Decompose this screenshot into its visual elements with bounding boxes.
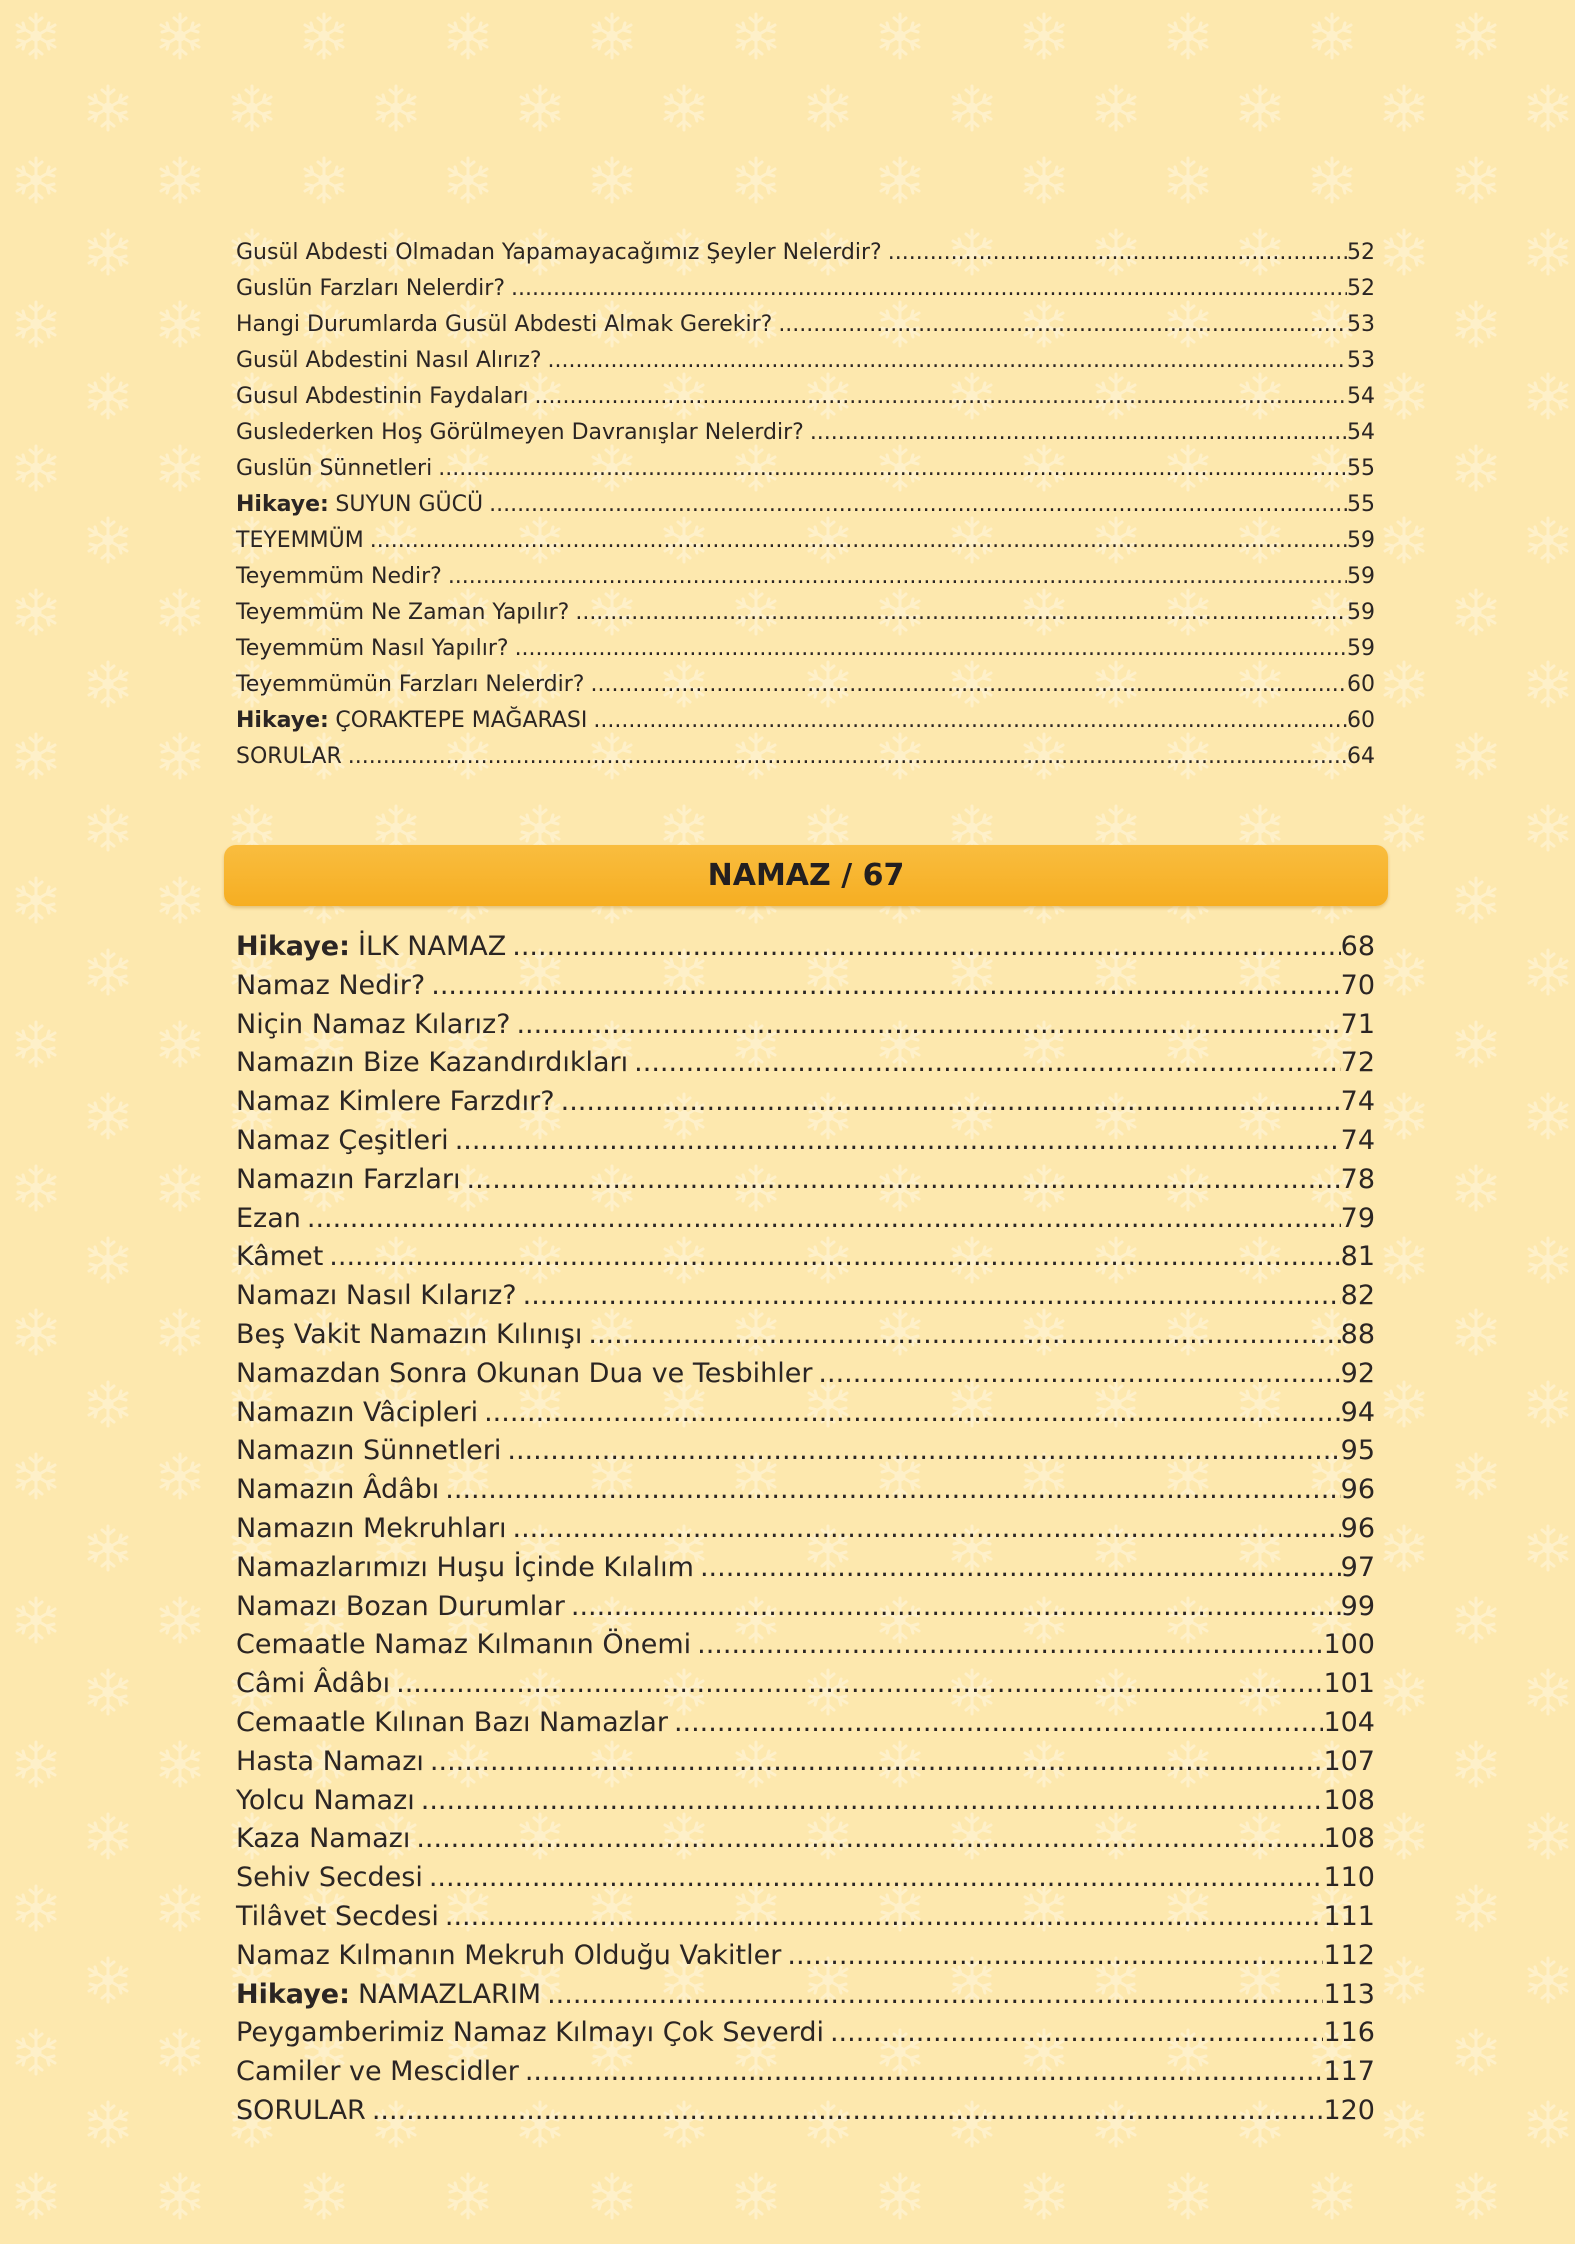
- dot-leader: [442, 559, 1347, 595]
- dot-leader: [364, 523, 1347, 559]
- entry-page-number: 70: [1340, 969, 1375, 1001]
- toc-entry: [236, 1044, 1375, 1083]
- entry-title: Guslün Farzları Nelerdir?: [236, 276, 505, 301]
- entry-page-number: 110: [1323, 1862, 1375, 1894]
- dot-leader: [415, 1782, 1324, 1821]
- entry-title: Namazı Bozan Durumlar: [236, 1590, 565, 1622]
- section-banner-namaz: [224, 845, 1388, 906]
- entry-title: Sehiv Secdesi: [236, 1862, 423, 1894]
- dot-leader: [584, 667, 1347, 703]
- toc-entry: [236, 667, 1375, 703]
- toc-entry: [236, 2092, 1375, 2131]
- entry-page-number: 120: [1323, 2094, 1375, 2126]
- entry-title: Yolcu Namazı: [236, 1784, 415, 1816]
- dot-leader: [529, 379, 1347, 415]
- entry-page-number: 111: [1323, 1900, 1375, 1932]
- dot-leader: [501, 1432, 1340, 1471]
- entry-page-number: 81: [1340, 1241, 1375, 1273]
- entry-title: Teyemmüm Nedir?: [236, 564, 442, 589]
- toc-entry: [236, 1083, 1375, 1122]
- dot-leader: [565, 1588, 1341, 1627]
- entry-page-number: 79: [1340, 1202, 1375, 1234]
- entry-title: Hasta Namazı: [236, 1745, 424, 1777]
- dot-leader: [519, 2053, 1324, 2092]
- entry-page-number: 88: [1340, 1318, 1375, 1350]
- entry-title: Cemaatle Kılınan Bazı Namazlar: [236, 1706, 668, 1738]
- entry-label: Hikaye:: [236, 708, 329, 733]
- entry-title: Namaz Çeşitleri: [236, 1124, 449, 1156]
- dot-leader: [323, 1238, 1340, 1277]
- toc-entry: [236, 1238, 1375, 1277]
- entry-page-number: 64: [1347, 744, 1375, 769]
- entry-page-number: 53: [1347, 348, 1375, 373]
- dot-leader: [505, 271, 1347, 307]
- toc-entry: [236, 559, 1375, 595]
- entry-page-number: 71: [1340, 1008, 1375, 1040]
- dot-leader: [582, 1316, 1340, 1355]
- entry-page-number: 101: [1323, 1668, 1375, 1700]
- entry-page-number: 72: [1340, 1047, 1375, 1079]
- entry-title: Ezan: [236, 1202, 301, 1234]
- entry-title: Namazın Farzları: [236, 1163, 461, 1195]
- dot-leader: [425, 967, 1340, 1006]
- dot-leader: [506, 1510, 1340, 1549]
- entry-title: Teyemmüm Ne Zaman Yapılır?: [236, 600, 570, 625]
- toc-entry: [236, 451, 1375, 487]
- entry-title: Gusül Abdesti Olmadan Yapamayacağımız Şeyler Nelerdir?: [236, 240, 882, 265]
- entry-title: Namaz Kimlere Farzdır?: [236, 1086, 555, 1118]
- toc-entry: [236, 1394, 1375, 1433]
- entry-title: Guslederken Hoş Görülmeyen Davranışlar Nelerdir?: [236, 420, 804, 445]
- entry-page-number: 96: [1340, 1474, 1375, 1506]
- entry-page-number: 117: [1323, 2056, 1375, 2088]
- dot-leader: [432, 451, 1347, 487]
- dot-leader: [366, 2092, 1324, 2131]
- entry-page-number: 100: [1323, 1629, 1375, 1661]
- toc-entry: [236, 2014, 1375, 2053]
- entry-page-number: 82: [1340, 1280, 1375, 1312]
- entry-title: Cemaatle Namaz Kılmanın Önemi: [236, 1629, 692, 1661]
- entry-title: TEYEMMÜM: [236, 528, 364, 553]
- entry-title: NAMAZLARIM: [358, 1978, 542, 2010]
- entry-title: Kâmet: [236, 1241, 324, 1273]
- entry-page-number: 74: [1340, 1086, 1375, 1118]
- dot-leader: [483, 487, 1347, 523]
- entry-page-number: 95: [1340, 1435, 1375, 1467]
- toc-entry: [236, 487, 1375, 523]
- toc-entry: [236, 703, 1375, 739]
- toc-entry: [236, 1937, 1375, 1976]
- dot-leader: [390, 1665, 1323, 1704]
- entry-page-number: 59: [1347, 528, 1375, 553]
- dot-leader: [824, 2014, 1323, 2053]
- dot-leader: [812, 1355, 1340, 1394]
- entry-page-number: 96: [1340, 1512, 1375, 1544]
- entry-title: Namazın Bize Kazandırdıkları: [236, 1047, 629, 1079]
- entry-title: Namazı Nasıl Kılarız?: [236, 1280, 517, 1312]
- toc-entry: [236, 1471, 1375, 1510]
- toc-list-gusul-teyemmum: [236, 235, 1375, 775]
- dot-leader: [439, 1898, 1324, 1937]
- entry-page-number: 59: [1347, 600, 1375, 625]
- toc-entry: [236, 928, 1375, 967]
- entry-title: Camiler ve Mescidler: [236, 2056, 519, 2088]
- entry-title: Namaz Nedir?: [236, 969, 426, 1001]
- entry-page-number: 107: [1323, 1745, 1375, 1777]
- toc-entry: [236, 523, 1375, 559]
- entry-title: Beş Vakit Namazın Kılınışı: [236, 1318, 583, 1350]
- entry-title: Tilâvet Secdesi: [236, 1900, 439, 1932]
- toc-entry: [236, 1200, 1375, 1239]
- entry-page-number: 52: [1347, 240, 1375, 265]
- entry-title: Namazın Vâcipleri: [236, 1396, 479, 1428]
- dot-leader: [542, 343, 1347, 379]
- entry-title: Namazlarımızı Huşu İçinde Kılalım: [236, 1551, 694, 1583]
- entry-page-number: 92: [1340, 1357, 1375, 1389]
- toc-entry: [236, 595, 1375, 631]
- entry-title: SORULAR: [236, 2094, 366, 2126]
- toc-entry: [236, 2053, 1375, 2092]
- entry-title: Peygamberimiz Namaz Kılmayı Çok Severdi: [236, 2017, 824, 2049]
- section-banner-title: NAMAZ / 67: [707, 858, 905, 893]
- entry-page-number: 60: [1347, 672, 1375, 697]
- entry-title: Namazın Âdâbı: [236, 1474, 440, 1506]
- toc-entry: [236, 1665, 1375, 1704]
- toc-entry: [236, 1859, 1375, 1898]
- toc-entry: [236, 1820, 1375, 1859]
- toc-entry: [236, 1355, 1375, 1394]
- entry-page-number: 112: [1323, 1939, 1375, 1971]
- dot-leader: [510, 1006, 1340, 1045]
- entry-title: Namazdan Sonra Okunan Dua ve Tesbihler: [236, 1357, 813, 1389]
- toc-entry: [236, 379, 1375, 415]
- dot-leader: [301, 1200, 1341, 1239]
- entry-title: İLK NAMAZ: [358, 931, 507, 962]
- entry-title: Teyemmüm Nasıl Yapılır?: [236, 636, 509, 661]
- dot-leader: [506, 928, 1340, 967]
- dot-leader: [342, 739, 1347, 775]
- toc-entry: [236, 1976, 1375, 2015]
- toc-entry: [236, 1510, 1375, 1549]
- entry-label: Hikaye:: [236, 1978, 350, 2010]
- toc-entry: [236, 343, 1375, 379]
- dot-leader: [781, 1937, 1323, 1976]
- entry-page-number: 108: [1323, 1823, 1375, 1855]
- entry-page-number: 54: [1347, 384, 1375, 409]
- entry-page-number: 68: [1340, 931, 1375, 962]
- dot-leader: [804, 415, 1347, 451]
- toc-entry: [236, 1006, 1375, 1045]
- entry-page-number: 104: [1323, 1706, 1375, 1738]
- dot-leader: [449, 1122, 1341, 1161]
- dot-leader: [424, 1743, 1324, 1782]
- entry-page-number: 78: [1340, 1163, 1375, 1195]
- entry-title: Teyemmümün Farzları Nelerdir?: [236, 672, 585, 697]
- entry-page-number: 53: [1347, 312, 1375, 337]
- toc-entry: [236, 1277, 1375, 1316]
- entry-page-number: 113: [1323, 1978, 1375, 2010]
- toc-entry: [236, 415, 1375, 451]
- toc-entry: [236, 1782, 1375, 1821]
- dot-leader: [410, 1820, 1323, 1859]
- entry-page-number: 74: [1340, 1124, 1375, 1156]
- entry-title: SUYUN GÜCÜ: [335, 492, 484, 517]
- toc-entry: [236, 739, 1375, 775]
- dot-leader: [423, 1859, 1324, 1898]
- toc-entry: [236, 1122, 1375, 1161]
- entry-title: SORULAR: [236, 744, 342, 769]
- toc-entry: [236, 1161, 1375, 1200]
- dot-leader: [628, 1044, 1340, 1083]
- toc-entry: [236, 1316, 1375, 1355]
- toc-entry: [236, 271, 1375, 307]
- entry-title: Namazın Sünnetleri: [236, 1435, 502, 1467]
- toc-entry: [236, 1704, 1375, 1743]
- entry-page-number: 59: [1347, 564, 1375, 589]
- entry-page-number: 99: [1340, 1590, 1375, 1622]
- toc-entry: [236, 967, 1375, 1006]
- dot-leader: [668, 1704, 1324, 1743]
- entry-page-number: 52: [1347, 276, 1375, 301]
- dot-leader: [694, 1549, 1341, 1588]
- entry-title: Guslün Sünnetleri: [236, 456, 433, 481]
- dot-leader: [541, 1976, 1323, 2015]
- dot-leader: [882, 235, 1347, 271]
- entry-page-number: 55: [1347, 456, 1375, 481]
- dot-leader: [555, 1083, 1341, 1122]
- toc-entry: [236, 1743, 1375, 1782]
- entry-title: Namaz Kılmanın Mekruh Olduğu Vakitler: [236, 1939, 782, 1971]
- dot-leader: [509, 631, 1347, 667]
- entry-page-number: 54: [1347, 420, 1375, 445]
- toc-entry: [236, 1626, 1375, 1665]
- toc-entry: [236, 307, 1375, 343]
- entry-title: ÇORAKTEPE MAĞARASI: [335, 708, 588, 733]
- dot-leader: [517, 1277, 1341, 1316]
- dot-leader: [772, 307, 1347, 343]
- entry-title: Câmi Âdâbı: [236, 1668, 391, 1700]
- entry-title: Kaza Namazı: [236, 1823, 411, 1855]
- toc-entry: [236, 631, 1375, 667]
- entry-page-number: 94: [1340, 1396, 1375, 1428]
- entry-label: Hikaye:: [236, 492, 329, 517]
- entry-page-number: 116: [1323, 2017, 1375, 2049]
- entry-title: Hangi Durumlarda Gusül Abdesti Almak Gerekir?: [236, 312, 773, 337]
- toc-entry: [236, 1898, 1375, 1937]
- toc-entry: [236, 1588, 1375, 1627]
- dot-leader: [460, 1161, 1340, 1200]
- toc-entry: [236, 235, 1375, 271]
- entry-page-number: 108: [1323, 1784, 1375, 1816]
- toc-list-namaz: [236, 928, 1375, 2131]
- dot-leader: [587, 703, 1347, 739]
- entry-label: Hikaye:: [236, 931, 350, 962]
- entry-page-number: 60: [1347, 708, 1375, 733]
- entry-title: Gusül Abdestini Nasıl Alırız?: [236, 348, 542, 373]
- entry-page-number: 55: [1347, 492, 1375, 517]
- toc-entry: [236, 1432, 1375, 1471]
- dot-leader: [691, 1626, 1323, 1665]
- dot-leader: [478, 1394, 1341, 1433]
- entry-page-number: 59: [1347, 636, 1375, 661]
- toc-entry: [236, 1549, 1375, 1588]
- entry-page-number: 97: [1340, 1551, 1375, 1583]
- dot-leader: [569, 595, 1347, 631]
- entry-title: Gusul Abdestinin Faydaları: [236, 384, 529, 409]
- entry-title: Namazın Mekruhları: [236, 1512, 507, 1544]
- dot-leader: [439, 1471, 1340, 1510]
- entry-title: Niçin Namaz Kılarız?: [236, 1008, 511, 1040]
